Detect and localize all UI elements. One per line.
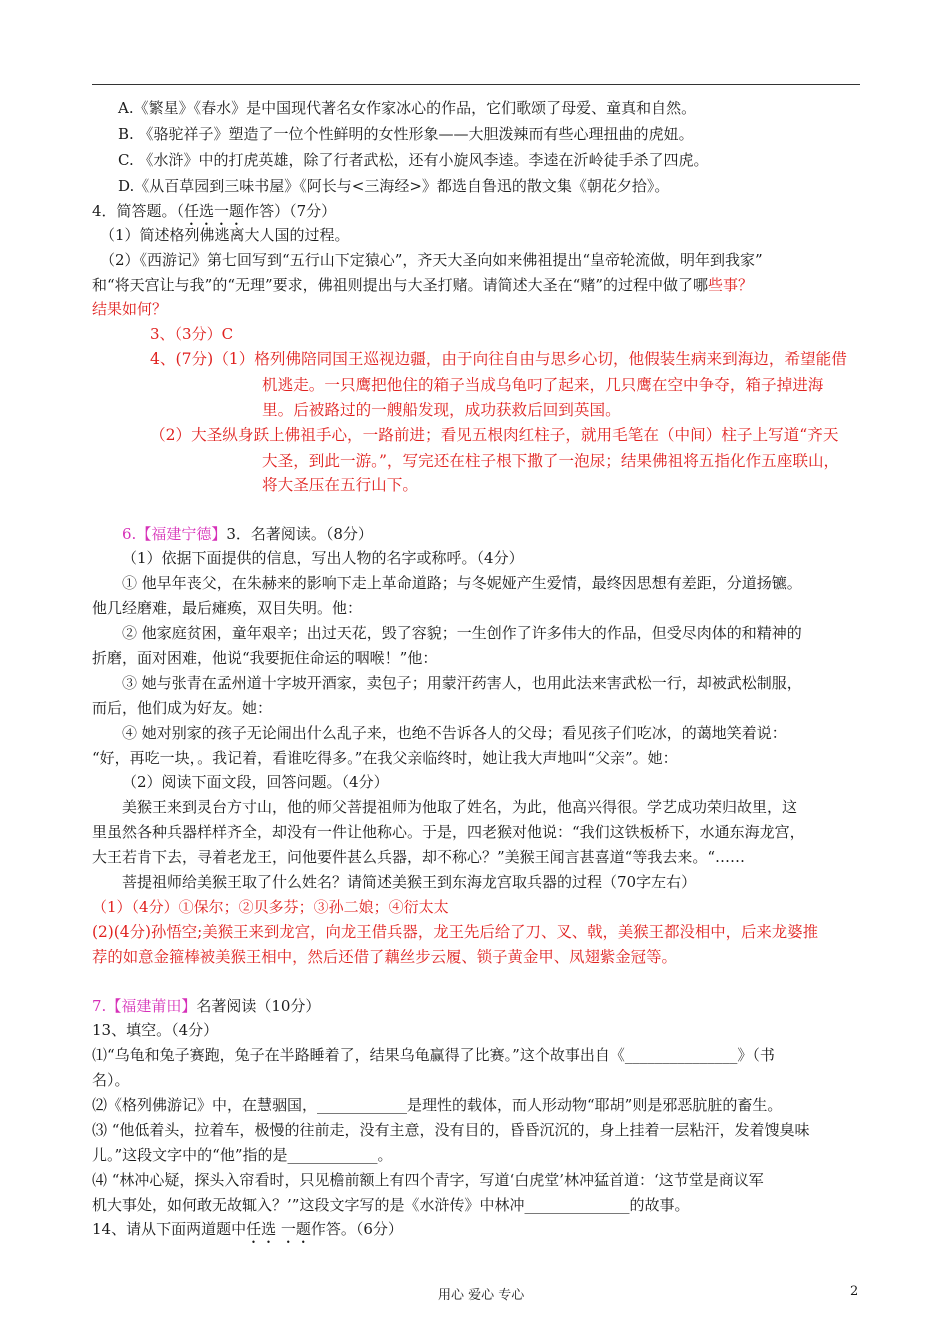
q4-text-c: 作答）（7分）	[244, 202, 337, 220]
question-14	[92, 1218, 403, 1247]
clue-2-line1: ② 他家庭贫困，童年艰辛；出过天花，毁了容貌；一生创作了许多伟大的作品，但受尽肉体的和精神的	[122, 624, 802, 642]
answer-4-2-line1: （2）大圣纵身跃上佛祖手心，一路前进；看见五根肉红柱子，就用毛笔在（中间）柱子上写道“齐天	[150, 426, 839, 444]
footer-text: 用心 爱心 专心	[438, 1288, 525, 1303]
section-6-answer-2-line2: 荐的如意金箍棒被美猴王相中，然后还借了藕丝步云履、锁子黄金甲、凤翅紫金冠等。	[92, 948, 677, 966]
fill-4-line2: 机大事处，如何敢无故辄入？’”这段文字写的是《水浒传》中林冲______________的故事。	[92, 1196, 690, 1214]
section-6-q2: （2）阅读下面文段，回答问题。（4分）	[122, 773, 389, 791]
clue-3-line2: 而后，他们成为好友。她：	[92, 699, 273, 717]
section-6-answer-2-line1: (2)(4分)孙悟空;美猴王来到龙宫，向龙王借兵器，龙王先后给了刀、叉、戟，美猴王都没相中，后来龙婆推	[92, 923, 818, 941]
answer-4-2-line3: 将大圣压在五行山下。	[262, 476, 418, 494]
q14-emphasis: 任选 一题	[246, 1220, 311, 1238]
q4-text-a: 4．简答题。（	[92, 202, 185, 220]
option-b: B. 《骆驼祥子》塑造了一位个性鲜明的女性形象——大胆泼辣而有些心理扭曲的虎妞。	[118, 125, 694, 143]
answer-4-1-line3: 里。后被路过的一艘船发现，成功获救后回到英国。	[262, 401, 621, 419]
section-7-number: 7.	[92, 997, 107, 1015]
option-c: C. 《水浒》中的打虎英雄，除了行者武松，还有小旋风李逵。李逵在沂岭徒手杀了四虎。	[118, 151, 709, 169]
passage-line1: 美猴王来到灵台方寸山，他的师父菩提祖师为他取了姓名，为此，他高兴得很。学艺成功荣归故里，这	[122, 798, 798, 816]
answer-3: 3、（3分）C	[150, 325, 234, 343]
answer-4-2-line2: 大圣，到此一游。”，写完还在柱子根下撒了一泡尿；结果佛祖将五指化作五座联山，	[262, 452, 840, 470]
fill-3-line1: ⑶ “他低着头，拉着车，极慢的往前走，没有主意，没有目的，昏昏沉沉的，身上挂着一层粘汗，发着馊臭味	[92, 1121, 810, 1139]
question-13: 13、填空。（4分）	[92, 1021, 219, 1039]
answer-4-1-line1: 4、(7分)（1）格列佛陪同国王巡视边疆，由于向往自由与思乡心切，他假装生病来到海边，希望能借	[150, 350, 847, 368]
clue-1-line2: 他几经磨难，最后瘫痪，双目失明。他：	[92, 599, 363, 617]
fill-1-line1: ⑴“乌龟和兔子赛跑，兔子在半路睡着了，结果乌龟赢得了比赛。”这个故事出自《_______________》（书	[92, 1046, 775, 1064]
header-rule	[92, 84, 860, 85]
passage-line2: 里虽然各种兵器样样齐全，却没有一件让他称心。于是，四老猴对他说：“我们这铁板桥下，水通东海龙宫，	[92, 823, 805, 841]
fill-1-line2: 名）。	[92, 1071, 130, 1089]
option-a: A.《繁星》《春水》是中国现代著名女作家冰心的作品，它们歌颂了母爱、童真和自然。	[118, 99, 697, 117]
section-6-title: 3．名著阅读。（8分）	[226, 525, 373, 543]
clue-4-line1: ④ 她对别家的孩子无论闹出什么乱子来，也绝不告诉各人的父母；看见孩子们吃冰，的蔼地笑着说：	[122, 724, 787, 742]
q14-text-c: 作答。（6分）	[310, 1220, 403, 1238]
q4-2-red: 些事？	[708, 276, 754, 294]
section-6-q1: （1）依据下面提供的信息，写出人物的名字或称呼。（4分）	[122, 549, 524, 567]
section-7-title: 名著阅读（10分）	[196, 997, 321, 1015]
section-6-heading	[122, 523, 373, 545]
section-7-tag: 【福建莆田】	[106, 997, 197, 1015]
clue-2-line2: 折磨，面对困难，他说“我要扼住命运的咽喉！”他：	[92, 649, 438, 667]
section-6-answer-1: （1）（4分）①保尔；②贝多芬；③孙二娘；④衍太太	[92, 898, 449, 916]
page-number: 2	[850, 1284, 859, 1299]
section-6-number: 6.	[122, 525, 137, 543]
fill-4-line1: ⑷ “林冲心疑，探头入帘看时，只见檐前额上有四个青字，写道‘白虎堂’林冲猛首道：‘这节堂是商议军	[92, 1171, 764, 1189]
clue-4-line2: “好，再吃一块，。我记着，看谁吃得多。”在我父亲临终时，她让我大声地叫“父亲”。她：	[92, 749, 678, 767]
q14-text-a: 14、请从下面两道题中	[92, 1220, 247, 1238]
fill-3-line2: 儿。”这段文字中的“他”指的是____________。	[92, 1146, 393, 1164]
question-4-2-line2	[92, 274, 753, 296]
q4-2-black: 和“将天宫让与我”的“无理”要求，佛祖则提出与大圣打赌。请简述大圣在“赌”的过程中做了哪	[92, 276, 709, 294]
question-4-1: （1）简述格列佛逃离大人国的过程。	[100, 226, 350, 244]
section-6-tag: 【福建宁德】	[136, 525, 227, 543]
question-4-2-line1: （2）《西游记》第七回写到“五行山下定猿心”，齐天大圣向如来佛祖提出“皇帝轮流做，明年到我家”	[100, 251, 763, 269]
q4-emphasis: 任选一题	[184, 202, 245, 220]
clue-3-line1: ③ 她与张青在孟州道十字坡开酒家，卖包子；用蒙汗药害人，也用此法来害武松一行，却被武松制服，	[122, 674, 802, 692]
clue-1-line1: ① 他早年丧父，在朱赫来的影响下走上革命道路；与冬妮娅产生爱情，最终因思想有差距，分道扬镳。	[122, 574, 802, 592]
option-d: D.《从百草园到三味书屋》《阿长与<三海经>》都选自鲁迅的散文集《朝花夕拾》。	[118, 177, 670, 195]
answer-4-1-line2: 机逃走。一只鹰把他住的箱子当成乌龟叼了起来，几只鹰在空中争夺，箱子掉进海	[262, 376, 824, 394]
question-4-2-line3: 结果如何？	[92, 300, 168, 318]
section-6-question: 菩提祖师给美猴王取了什么姓名？请简述美猴王到东海龙宫取兵器的过程（70字左右）	[122, 873, 697, 891]
fill-2: ⑵《格列佛游记》中，在慧骃国，____________是理性的载体，而人形动物“耶胡”则是邪恶肮脏的畜生。	[92, 1096, 783, 1114]
section-7-heading	[92, 995, 320, 1017]
passage-line3: 大王若肯下去，寻着老龙王，问他要件甚么兵器，却不称心？”美猴王闻言甚喜道“等我去来。“……	[92, 848, 746, 866]
